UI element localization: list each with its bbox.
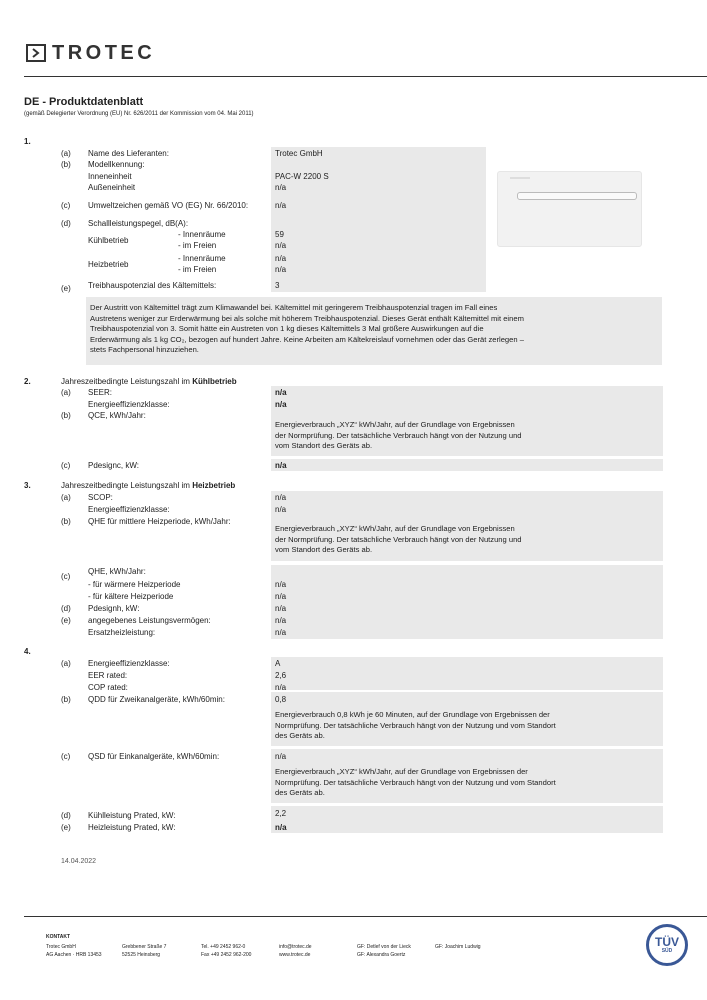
s3-e-label: angegebenes Leistungsvermögen: <box>88 616 211 625</box>
footer-management <box>357 943 411 959</box>
s1-d-cool-in-label: - Innenräume <box>178 230 226 239</box>
footer-management-2 <box>435 943 481 951</box>
s2-number: 2. <box>24 377 31 386</box>
s3-a2-label: Energieeffizienzklasse: <box>88 505 170 514</box>
s2-c-letter: (c) <box>61 461 71 470</box>
text-line: Energieverbrauch 0,8 kWh je 60 Minuten, auf der Grundlage von Ergebnissen der <box>275 710 550 719</box>
s1-a-label: Name des Lieferanten: <box>88 149 169 158</box>
footer-address <box>122 943 166 959</box>
s3-e-letter: (e) <box>61 616 71 625</box>
tuv-badge-main: TÜV <box>655 935 679 949</box>
s2-b-label: QCE, kWh/Jahr: <box>88 411 146 420</box>
s4-d-value: 2,2 <box>275 809 287 818</box>
s4-a-letter: (a) <box>61 659 71 668</box>
footer-line[interactable]: info@trotec.de <box>279 944 312 950</box>
s1-d-heat-label: Heizbetrieb <box>88 260 129 269</box>
s4-c-text <box>275 767 556 799</box>
footer-line: Tel. +49 2452 962-0 <box>201 944 246 950</box>
s3-e2-label: Ersatzheizleistung: <box>88 628 156 637</box>
s2-a2-label: Energieeffizienzklasse: <box>88 400 170 409</box>
bg-s4a <box>271 657 663 690</box>
s4-number: 4. <box>24 647 31 656</box>
s4-d-label: Kühlleistung Prated, kW: <box>88 811 176 820</box>
s1-a-value: Trotec GmbH <box>275 149 323 158</box>
s3-heading-bold: Heizbetrieb <box>192 481 236 490</box>
s3-d-letter: (d) <box>61 604 71 613</box>
bg-s3c <box>271 565 663 639</box>
chevron-right-icon <box>26 44 46 62</box>
s1-d-heat-in-label: - Innenräume <box>178 254 226 263</box>
s4-c-letter: (c) <box>61 752 71 761</box>
text-line: Normprüfung. Der tatsächliche Verbrauch hängt von der Nutzung und vom Standort <box>275 777 556 787</box>
s2-heading-bold: Kühlbetrieb <box>192 377 237 386</box>
s2-b-text <box>275 420 522 452</box>
header-divider <box>24 76 707 77</box>
s3-a-label: SCOP: <box>88 493 113 502</box>
page-title: DE - Produktdatenblatt <box>24 96 144 108</box>
s1-b-outer-label: Außeneinheit <box>88 183 136 192</box>
s1-d-cool-in-value: 59 <box>275 230 284 239</box>
s3-d-value: n/a <box>275 604 287 613</box>
footer-line: GF: Alexandra Goertz <box>357 952 406 958</box>
s4-b-letter: (b) <box>61 695 71 704</box>
bg-s4de <box>271 806 663 833</box>
s1-d-heat-out-value: n/a <box>275 265 287 274</box>
text-line: der Normprüfung. Der tatsächliche Verbrauch hängt von der Nutzung und <box>275 430 522 440</box>
text-line: vom Standort des Geräts ab. <box>275 545 373 554</box>
s3-d-label: Pdesignh, kW: <box>88 604 140 613</box>
tuv-sud-badge <box>646 924 688 966</box>
footer-line: GF: Joachim Ludwig <box>435 944 481 950</box>
text-line: der Normprüfung. Der tatsächliche Verbrauch hängt von der Nutzung und <box>275 534 522 544</box>
s1-b-label: Modellkennung: <box>88 160 145 169</box>
document-date: 14.04.2022 <box>61 858 97 865</box>
s4-e-letter: (e) <box>61 823 71 832</box>
s3-a-letter: (a) <box>61 493 71 502</box>
s2-a-value: n/a <box>275 388 287 397</box>
s4-c-value: n/a <box>275 752 287 761</box>
s4-d-letter: (d) <box>61 811 71 820</box>
s2-c-label: Pdesignc, kW: <box>88 461 139 470</box>
s1-e-value: 3 <box>275 281 280 290</box>
footer-line: Fax +49 2452 962-200 <box>201 952 252 958</box>
device-display <box>510 177 530 179</box>
s3-b-letter: (b) <box>61 517 71 526</box>
footer-divider <box>24 916 707 917</box>
s4-e-value: n/a <box>275 823 287 832</box>
s4-b-text <box>275 710 556 742</box>
s3-e2-value: n/a <box>275 628 287 637</box>
s4-a-label: Energieeffizienzklasse: <box>88 659 170 668</box>
s1-d-label: Schallleistungspegel, dB(A): <box>88 219 189 228</box>
s4-b-value: 0,8 <box>275 695 287 704</box>
footer-web <box>279 943 312 959</box>
footer-contact-title: KONTAKT <box>46 934 71 940</box>
s1-number: 1. <box>24 137 31 146</box>
footer-line: 52525 Heinsberg <box>122 952 161 958</box>
paragraph-line: Austretens weniger zur Erderwärmung bei als solche mit höherem Treibhauspotenzial. Dieses Gerät enthält Kältemittel mit einem <box>90 313 524 323</box>
text-line: des Geräts ab. <box>275 731 325 740</box>
s3-c2-value: n/a <box>275 592 287 601</box>
s1-d-cool-out-value: n/a <box>275 241 287 250</box>
s1-b-outer-value: n/a <box>275 183 287 192</box>
s1-d-cool-out-label: - im Freien <box>178 241 217 250</box>
s3-c-label: QHE, kWh/Jahr: <box>88 567 146 576</box>
s1-d-letter: (d) <box>61 219 71 228</box>
page-subtitle: (gemäß Delegierter Verordnung (EU) Nr. 626/2011 der Kommission vom 04. Mai 2011) <box>24 111 254 117</box>
s2-a-label: SEER: <box>88 388 113 397</box>
s1-e-label: Treibhauspotenzial des Kältemittels: <box>88 281 217 290</box>
s4-a3-value: n/a <box>275 683 287 692</box>
trotec-logo <box>26 43 155 63</box>
device-outlet <box>517 192 637 200</box>
logo-text: TROTEC <box>52 41 156 64</box>
s2-heading-pre: Jahreszeitbedingte Leistungszahl im <box>61 377 193 386</box>
s4-b-label: QDD für Zweikanalgeräte, kWh/60min: <box>88 695 225 704</box>
s3-c-letter: (c) <box>61 572 71 581</box>
s3-c2-label: - für kältere Heizperiode <box>88 592 174 601</box>
device-image <box>497 171 642 247</box>
s1-d-heat-out-label: - im Freien <box>178 265 217 274</box>
s4-e-label: Heizleistung Prated, kW: <box>88 823 176 832</box>
text-line: des Geräts ab. <box>275 788 325 797</box>
text-line: vom Standort des Geräts ab. <box>275 441 373 450</box>
s2-a-letter: (a) <box>61 388 71 397</box>
s1-gwp-paragraph <box>90 303 524 356</box>
s1-d-heat-in-value: n/a <box>275 254 287 263</box>
s3-heading <box>61 481 235 491</box>
bg-s1-values <box>271 147 486 292</box>
tuv-badge-sub: SÜD <box>661 948 673 954</box>
paragraph-line: Treibhauspotenzial von 3. Somit hätte ein Austreten von 1 kg dieses Kältemittels 3 Mal größere Auswirkungen auf die <box>90 324 484 333</box>
footer-phone <box>201 943 251 959</box>
s1-c-letter: (c) <box>61 201 71 210</box>
text-line: Energieverbrauch „XYZ“ kWh/Jahr, auf der Grundlage von Ergebnissen der <box>275 767 528 776</box>
s3-a2-value: n/a <box>275 505 287 514</box>
paragraph-line: Der Austritt von Kältemittel trägt zum Klimawandel bei. Kältemittel mit geringerem Treibhauspotenzial tragen im Fall eines <box>90 303 498 312</box>
s4-a-value: A <box>275 659 281 668</box>
s4-a3-label: COP rated: <box>88 683 128 692</box>
s1-b-inner-label: Inneneinheit <box>88 172 132 181</box>
s1-c-value: n/a <box>275 201 287 210</box>
s4-a2-value: 2,6 <box>275 671 287 680</box>
s3-e-value: n/a <box>275 616 287 625</box>
s3-c1-value: n/a <box>275 580 287 589</box>
s4-a2-label: EER rated: <box>88 671 128 680</box>
text-line: Energieverbrauch „XYZ“ kWh/Jahr, auf der Grundlage von Ergebnissen <box>275 524 515 533</box>
footer-line: Grebbener Straße 7 <box>122 944 167 950</box>
s2-heading <box>61 377 237 387</box>
text-line: Normprüfung. Der tatsächliche Verbrauch hängt von der Nutzung und vom Standort <box>275 720 556 730</box>
s1-b-inner-value: PAC-W 2200 S <box>275 172 329 181</box>
footer-line: GF: Detlef von der Lieck <box>357 944 411 950</box>
s3-number: 3. <box>24 481 31 490</box>
paragraph-line: stets Fachpersonal hinzuziehen. <box>90 345 199 354</box>
footer-line: Trotec GmbH <box>46 944 76 950</box>
footer-company <box>46 943 102 959</box>
bg-s2c <box>271 459 663 471</box>
s2-b-letter: (b) <box>61 411 71 420</box>
s1-d-cool-label: Kühlbetrieb <box>88 236 129 245</box>
s3-c1-label: - für wärmere Heizperiode <box>88 580 181 589</box>
s1-a-letter: (a) <box>61 149 71 158</box>
footer-line[interactable]: www.trotec.de <box>279 952 311 958</box>
text-line: Energieverbrauch „XYZ“ kWh/Jahr, auf der Grundlage von Ergebnissen <box>275 420 515 429</box>
footer-line: AG Aachen · HRB 13453 <box>46 952 102 958</box>
s3-heading-pre: Jahreszeitbedingte Leistungszahl im <box>61 481 193 490</box>
s1-b-letter: (b) <box>61 160 71 169</box>
s3-a-value: n/a <box>275 493 287 502</box>
s3-b-text <box>275 524 522 556</box>
s1-e-letter: (e) <box>61 284 71 293</box>
s1-c-label: Umweltzeichen gemäß VO (EG) Nr. 66/2010: <box>88 201 249 210</box>
s2-c-value: n/a <box>275 461 287 470</box>
s3-b-label: QHE für mittlere Heizperiode, kWh/Jahr: <box>88 517 231 526</box>
s4-c-label: QSD für Einkanalgeräte, kWh/60min: <box>88 752 220 761</box>
s2-a2-value: n/a <box>275 400 287 409</box>
paragraph-line: Erderwärmung als 1 kg CO₂, bezogen auf hundert Jahre. Keine Arbeiten am Kältekreislauf vornehmen oder das Gerät zerlegen – <box>90 334 524 344</box>
